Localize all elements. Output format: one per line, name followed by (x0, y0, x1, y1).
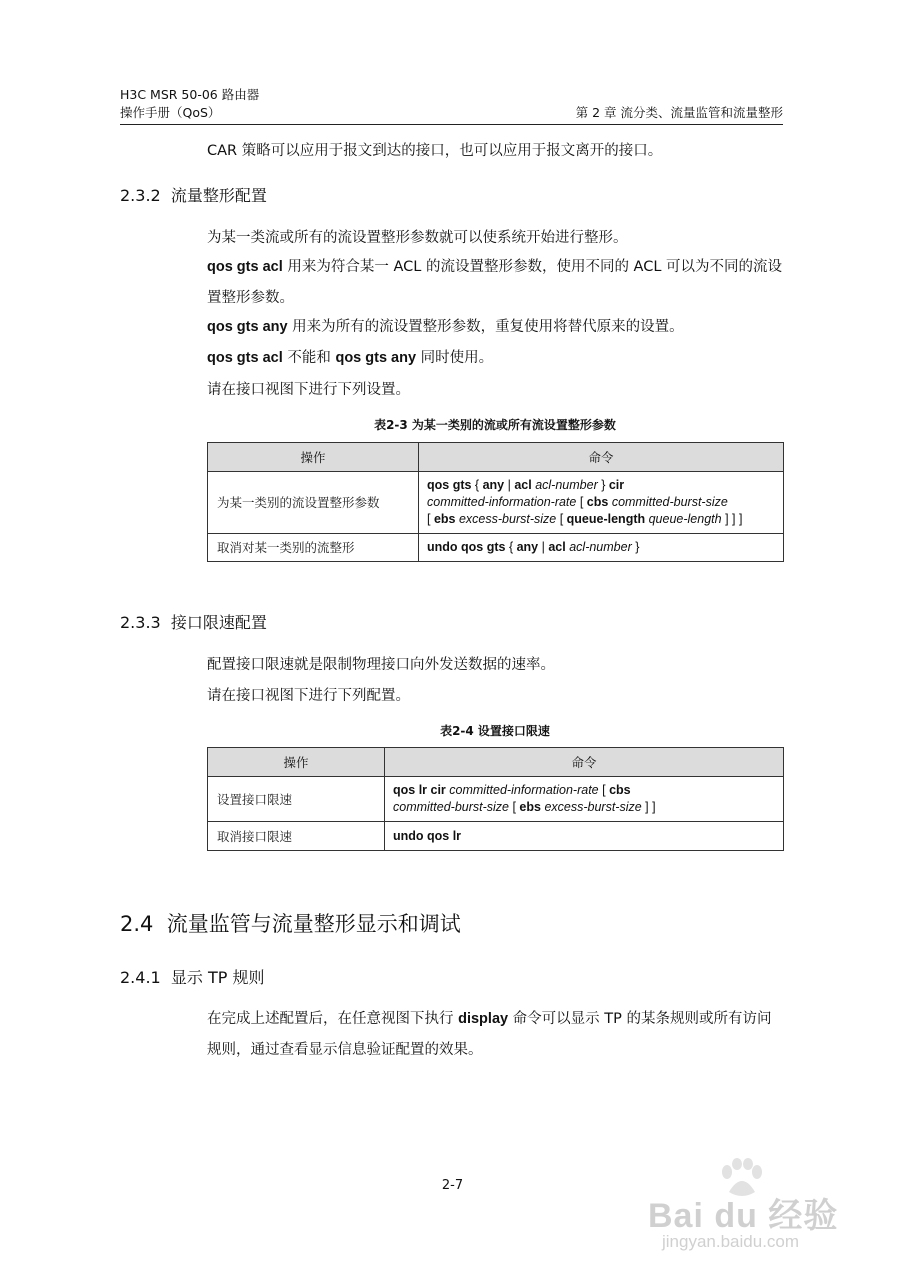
paragraph: 请在接口视图下进行下列配置。 (207, 688, 410, 704)
section-number: 2.4 (120, 912, 154, 936)
paragraph (207, 252, 787, 314)
table-caption: 表2-4 设置接口限速 (440, 724, 550, 738)
command-cell: qos lr cir committed-information-rate [ cbs committed-burst-size [ ebs excess-burst-size ] ] (385, 777, 784, 822)
section-title: 流量整形配置 (170, 186, 267, 205)
section-number: 2.4.1 (120, 968, 161, 987)
watermark-url: jingyan.baidu.com (662, 1232, 800, 1251)
section-heading-2-4 (120, 910, 461, 938)
paragraph-text: 命令可以显示 TP 的某条规则或所有访问规则，通过查看显示信息验证配置的效果。 (207, 1011, 772, 1058)
section-number: 2.3.3 (120, 613, 161, 632)
column-header-command: 命令 (385, 748, 784, 777)
operation-cell: 为某一类别的流设置整形参数 (208, 472, 419, 534)
section-heading-2-3-3 (120, 612, 267, 634)
table-row (208, 472, 784, 534)
command-text: qos gts any (207, 319, 288, 335)
header-product: H3C MSR 50-06 路由器 (120, 87, 260, 102)
operation-cell: 取消对某一类别的流整形 (208, 534, 419, 562)
command-cell: undo qos gts { any | acl acl-number } (419, 534, 784, 562)
intro-paragraph: CAR 策略可以应用于报文到达的接口，也可以应用于报文离开的接口。 (207, 143, 663, 159)
column-header-operation: 操作 (208, 443, 419, 472)
section-title: 显示 TP 规则 (170, 968, 265, 987)
header-manual: 操作手册（QoS） (120, 105, 221, 120)
section-title: 流量监管与流量整形显示和调试 (166, 912, 461, 936)
command-text: display (458, 1011, 509, 1027)
column-header-command: 命令 (419, 443, 784, 472)
paragraph (207, 348, 493, 368)
paragraph (207, 317, 684, 337)
table-row (208, 534, 784, 562)
paragraph-text: 在完成上述配置后，在任意视图下执行 (207, 1011, 459, 1027)
command-text: qos gts acl (207, 350, 283, 366)
command-text: undo qos lr (393, 828, 462, 843)
table-row (208, 777, 784, 822)
section-heading-2-3-2 (120, 185, 267, 207)
paragraph (207, 1004, 785, 1066)
paragraph-text: 不能和 (282, 350, 336, 366)
paragraph: 配置接口限速就是限制物理接口向外发送数据的速率。 (207, 657, 555, 673)
section-number: 2.3.2 (120, 186, 161, 205)
table-caption: 表2-3 为某一类别的流或所有流设置整形参数 (374, 418, 616, 432)
paragraph: 请在接口视图下进行下列设置。 (207, 382, 410, 398)
operation-cell: 取消接口限速 (208, 822, 385, 851)
paragraph-text: 用来为符合某一 ACL 的流设置整形参数，使用不同的 ACL 可以为不同的流设置整形参数。 (207, 259, 783, 306)
paragraph-text: 同时使用。 (416, 350, 494, 366)
command-text: qos gts any (335, 350, 417, 366)
command-text: qos gts acl (207, 259, 283, 275)
column-header-operation: 操作 (208, 748, 385, 777)
section-title: 接口限速配置 (170, 613, 267, 632)
header-rule (120, 124, 783, 125)
paragraph: 为某一类流或所有的流设置整形参数就可以使系统开始进行整形。 (207, 230, 628, 246)
baidu-watermark (648, 1158, 888, 1258)
watermark-brand: Bai du 经验 (648, 1197, 839, 1235)
header-chapter: 第 2 章 流分类、流量监管和流量整形 (575, 105, 783, 120)
table-2-3 (207, 442, 784, 562)
table-row (208, 822, 784, 851)
command-cell (385, 822, 784, 851)
command-cell: qos gts { any | acl acl-number } cir committed-information-rate [ cbs committed-burst-size [ ebs excess-burst-size [ queue-length queue-length ] ] ] (419, 472, 784, 534)
operation-cell: 设置接口限速 (208, 777, 385, 822)
table-2-4 (207, 747, 784, 851)
page-number: 2-7 (441, 1178, 464, 1193)
paragraph-text: 用来为所有的流设置整形参数，重复使用将替代原来的设置。 (287, 319, 684, 335)
section-heading-2-4-1 (120, 967, 265, 989)
